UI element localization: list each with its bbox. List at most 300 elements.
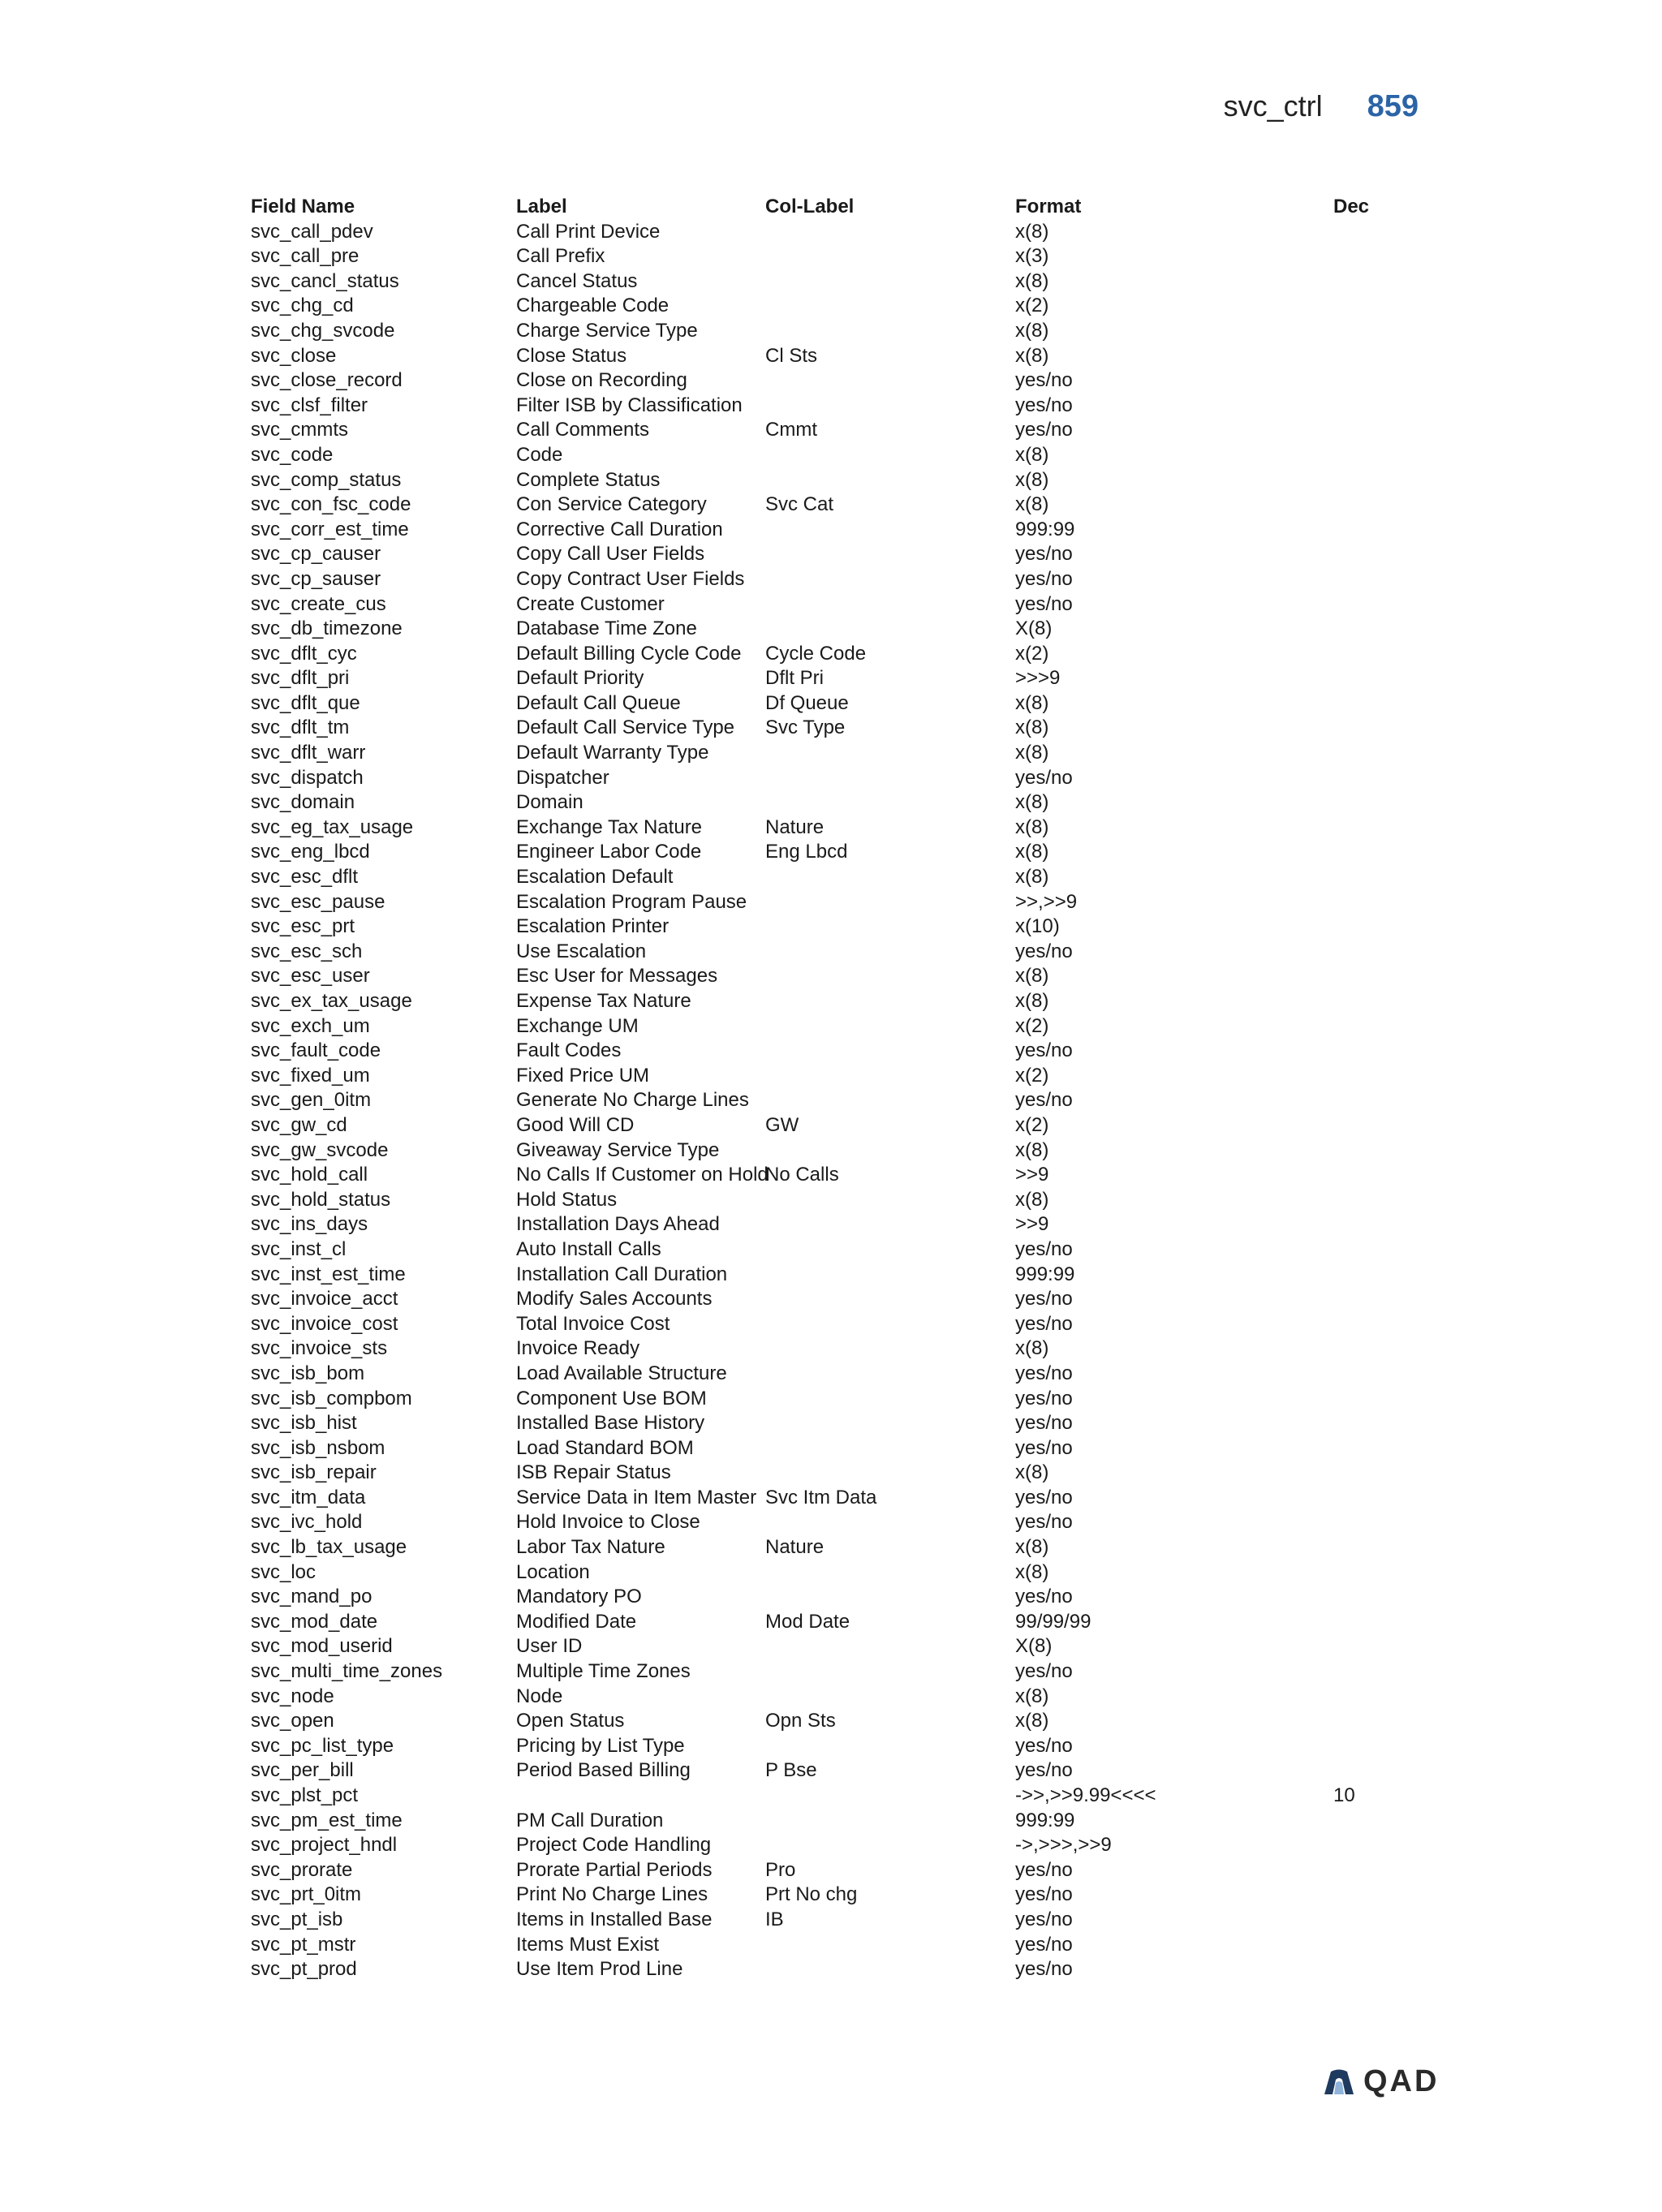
col-label-cell — [765, 1634, 1015, 1659]
field-name-cell: svc_eg_tax_usage — [251, 816, 414, 838]
field-name-cell: svc_db_timezone — [251, 618, 403, 640]
label-cell: Escalation Printer — [516, 915, 670, 938]
label-cell: Component Use BOM — [516, 1387, 707, 1409]
format-cell: x(2) — [1015, 1113, 1049, 1136]
format-cell: yes/no — [1015, 543, 1073, 566]
qad-logo — [1323, 2064, 1439, 2099]
label-cell: Filter ISB by Classification — [516, 394, 743, 416]
dec-cell — [1333, 1163, 1414, 1188]
format-cell: >>,>>9 — [1015, 890, 1078, 913]
dec-cell — [1333, 1287, 1414, 1312]
dec-cell — [1333, 244, 1414, 269]
label-cell: Items Must Exist — [516, 1933, 660, 1956]
col-label-cell — [765, 269, 1015, 295]
label-cell: Prorate Partial Periods — [516, 1858, 713, 1881]
format-cell: yes/no — [1015, 1237, 1073, 1260]
table-row — [251, 1188, 1419, 1213]
field-name-cell: svc_close_record — [251, 369, 403, 392]
col-label-cell: Nature — [765, 1536, 825, 1559]
dec-cell — [1333, 319, 1414, 344]
dec-cell — [1333, 1436, 1414, 1461]
field-name-cell: svc_call_pre — [251, 245, 360, 268]
label-cell: Complete Status — [516, 468, 661, 491]
format-cell: yes/no — [1015, 1586, 1073, 1608]
col-label-cell: Cl Sts — [765, 344, 818, 367]
label-cell: Default Call Queue — [516, 691, 681, 714]
field-name-cell: svc_invoice_sts — [251, 1337, 388, 1360]
dec-cell — [1333, 964, 1414, 989]
dec-cell — [1333, 1659, 1414, 1685]
format-cell: x(8) — [1015, 344, 1049, 367]
format-cell: x(8) — [1015, 1710, 1049, 1732]
format-cell: 999:99 — [1015, 1263, 1075, 1285]
dec-cell — [1333, 1064, 1414, 1089]
col-label-cell — [765, 1188, 1015, 1213]
label-cell: Cancel Status — [516, 269, 638, 292]
qad-logo-icon — [1323, 2068, 1355, 2096]
table-row — [251, 1560, 1419, 1586]
format-cell: yes/no — [1015, 1958, 1073, 1981]
format-cell: yes/no — [1015, 1362, 1073, 1384]
field-name-cell: svc_gen_0itm — [251, 1089, 372, 1112]
dec-cell — [1333, 1088, 1414, 1113]
col-label-cell: Dflt Pri — [765, 667, 824, 690]
format-cell: yes/no — [1015, 394, 1073, 416]
label-cell: Project Code Handling — [516, 1834, 712, 1857]
col-label-cell — [765, 617, 1015, 642]
field-name-cell: svc_cmmts — [251, 419, 348, 441]
dec-cell — [1333, 1387, 1414, 1412]
table-row — [251, 1212, 1419, 1237]
col-label-cell — [765, 1784, 1015, 1809]
col-label-cell — [765, 368, 1015, 394]
table-row — [251, 592, 1419, 618]
dec-cell: 10 — [1333, 1784, 1355, 1806]
label-cell: Modify Sales Accounts — [516, 1288, 713, 1310]
col-label-cell — [765, 394, 1015, 419]
col-label-cell — [765, 1685, 1015, 1710]
col-label-cell — [765, 790, 1015, 816]
table-row — [251, 1585, 1419, 1610]
field-name-cell: svc_node — [251, 1685, 334, 1707]
dec-cell — [1333, 1212, 1414, 1237]
field-name-cell: svc_esc_user — [251, 965, 370, 988]
format-cell: ->>,>>9.99<<<< — [1015, 1784, 1156, 1806]
table-row — [251, 493, 1419, 518]
col-label-cell — [765, 989, 1015, 1014]
col-label-cell: Opn Sts — [765, 1710, 836, 1732]
label-cell: Installation Days Ahead — [516, 1213, 720, 1236]
dec-cell — [1333, 1809, 1414, 1834]
page-number: 859 — [1367, 89, 1419, 123]
dec-cell — [1333, 1535, 1414, 1560]
format-cell: 999:99 — [1015, 518, 1075, 540]
label-cell: Con Service Category — [516, 493, 707, 516]
col-label-cell — [765, 1212, 1015, 1237]
dec-cell — [1333, 666, 1414, 691]
label-cell: Expense Tax Nature — [516, 990, 691, 1012]
col-label-cell — [765, 914, 1015, 940]
field-name-cell: svc_cp_causer — [251, 543, 381, 566]
field-name-cell: svc_call_pdev — [251, 220, 373, 243]
dec-cell — [1333, 1685, 1414, 1710]
label-cell: Items in Installed Base — [516, 1908, 713, 1930]
table-row — [251, 1883, 1419, 1908]
col-label-cell — [765, 592, 1015, 618]
dec-cell — [1333, 914, 1414, 940]
label-cell: No Calls If Customer on Hold — [516, 1164, 769, 1186]
table-row — [251, 1336, 1419, 1362]
label-cell: Mandatory PO — [516, 1586, 642, 1608]
label-cell: Multiple Time Zones — [516, 1660, 691, 1683]
field-name-cell: svc_isb_bom — [251, 1362, 365, 1384]
col-label-cell: P Bse — [765, 1759, 817, 1782]
field-name-cell: svc_chg_cd — [251, 295, 354, 317]
label-cell: Hold Status — [516, 1188, 618, 1211]
field-name-cell: svc_gw_cd — [251, 1113, 347, 1136]
label-cell: Default Priority — [516, 667, 644, 690]
label-cell: Dispatcher — [516, 766, 609, 789]
col-label-cell: IB — [765, 1908, 784, 1930]
label-cell: Hold Invoice to Close — [516, 1511, 700, 1534]
table-row — [251, 1709, 1419, 1734]
label-cell: Code — [516, 443, 563, 466]
field-name-cell: svc_corr_est_time — [251, 518, 409, 540]
label-cell: Auto Install Calls — [516, 1237, 661, 1260]
field-name-cell: svc_close — [251, 344, 337, 367]
format-cell: yes/no — [1015, 1858, 1073, 1881]
label-cell: Chargeable Code — [516, 295, 670, 317]
label-cell: Engineer Labor Code — [516, 841, 702, 863]
field-name-cell: svc_inst_est_time — [251, 1263, 406, 1285]
format-cell: yes/no — [1015, 1039, 1073, 1062]
field-name-cell: svc_pt_isb — [251, 1908, 343, 1930]
dec-cell — [1333, 1585, 1414, 1610]
field-name-cell: svc_mod_userid — [251, 1635, 393, 1658]
table-row — [251, 567, 1419, 592]
format-cell: x(8) — [1015, 965, 1049, 988]
label-cell: Call Prefix — [516, 245, 605, 268]
table-row — [251, 294, 1419, 319]
table-row — [251, 1659, 1419, 1685]
table-row — [251, 1858, 1419, 1883]
format-cell: x(2) — [1015, 642, 1049, 665]
field-name-cell: svc_hold_status — [251, 1188, 391, 1211]
table-row — [251, 518, 1419, 543]
col-label-cell — [765, 1560, 1015, 1586]
field-name-cell: svc_dflt_que — [251, 691, 360, 714]
label-cell: Exchange Tax Nature — [516, 816, 703, 838]
table-row — [251, 617, 1419, 642]
column-header-dec: Dec — [1333, 196, 1370, 217]
dec-cell — [1333, 1362, 1414, 1387]
format-cell: x(8) — [1015, 1188, 1049, 1211]
field-name-cell: svc_isb_nsbom — [251, 1436, 385, 1459]
table-row — [251, 344, 1419, 369]
col-label-cell — [765, 1461, 1015, 1486]
col-label-cell — [765, 1957, 1015, 1982]
label-cell: Escalation Program Pause — [516, 890, 747, 913]
format-cell: x(8) — [1015, 493, 1049, 516]
field-name-cell: svc_isb_hist — [251, 1412, 357, 1435]
dec-cell — [1333, 840, 1414, 865]
col-label-cell — [765, 1659, 1015, 1685]
field-name-cell: svc_isb_compbom — [251, 1387, 412, 1409]
label-cell: Close on Recording — [516, 369, 687, 392]
field-name-cell: svc_code — [251, 443, 334, 466]
table-row — [251, 716, 1419, 741]
table-row — [251, 319, 1419, 344]
table-row — [251, 642, 1419, 667]
format-cell: yes/no — [1015, 369, 1073, 392]
field-name-cell: svc_open — [251, 1710, 334, 1732]
table-row — [251, 1113, 1419, 1138]
table-row — [251, 1387, 1419, 1412]
label-cell: Database Time Zone — [516, 618, 697, 640]
format-cell: X(8) — [1015, 618, 1053, 640]
field-name-cell: svc_dflt_pri — [251, 667, 350, 690]
format-cell: x(8) — [1015, 269, 1049, 292]
format-cell: yes/no — [1015, 1089, 1073, 1112]
field-name-cell: svc_cancl_status — [251, 269, 399, 292]
label-cell: Open Status — [516, 1710, 625, 1732]
format-cell: yes/no — [1015, 1436, 1073, 1459]
label-cell: Total Invoice Cost — [516, 1312, 670, 1335]
col-label-cell: GW — [765, 1113, 799, 1136]
table-row — [251, 1014, 1419, 1039]
field-name-cell: svc_hold_call — [251, 1164, 368, 1186]
table-row — [251, 1436, 1419, 1461]
format-cell: x(8) — [1015, 1138, 1049, 1161]
label-cell: Generate No Charge Lines — [516, 1089, 749, 1112]
table-row — [251, 1908, 1419, 1933]
table-row — [251, 1064, 1419, 1089]
field-name-cell: svc_fault_code — [251, 1039, 381, 1062]
dec-cell — [1333, 1957, 1414, 1982]
format-cell: >>>9 — [1015, 667, 1061, 690]
field-name-cell: svc_eng_lbcd — [251, 841, 370, 863]
col-label-cell — [765, 1387, 1015, 1412]
field-name-cell: svc_dflt_cyc — [251, 642, 357, 665]
format-cell: yes/no — [1015, 1312, 1073, 1335]
dec-cell — [1333, 443, 1414, 468]
table-row — [251, 691, 1419, 717]
format-cell: x(2) — [1015, 295, 1049, 317]
format-cell: x(8) — [1015, 220, 1049, 243]
col-label-cell: Prt No chg — [765, 1883, 858, 1906]
field-name-cell: svc_chg_svcode — [251, 319, 395, 342]
table-row — [251, 1734, 1419, 1759]
format-cell: x(2) — [1015, 1014, 1049, 1037]
field-name-cell: svc_prt_0itm — [251, 1883, 362, 1906]
format-cell: yes/no — [1015, 1412, 1073, 1435]
table-row — [251, 865, 1419, 890]
page-header — [1224, 89, 1419, 124]
col-label-cell — [765, 294, 1015, 319]
dec-cell — [1333, 1858, 1414, 1883]
format-cell: X(8) — [1015, 1635, 1053, 1658]
label-cell: Copy Contract User Fields — [516, 567, 745, 590]
table-name: svc_ctrl — [1223, 89, 1323, 123]
label-cell: Exchange UM — [516, 1014, 639, 1037]
table-row — [251, 1287, 1419, 1312]
label-cell: Call Print Device — [516, 220, 661, 243]
label-cell: Fixed Price UM — [516, 1064, 650, 1087]
field-name-cell: svc_multi_time_zones — [251, 1660, 443, 1683]
dec-cell — [1333, 865, 1414, 890]
dec-cell — [1333, 368, 1414, 394]
format-cell: x(8) — [1015, 443, 1049, 466]
col-label-cell — [765, 1138, 1015, 1164]
col-label-cell — [765, 1336, 1015, 1362]
format-cell: x(8) — [1015, 691, 1049, 714]
field-name-cell: svc_lb_tax_usage — [251, 1536, 407, 1559]
label-cell: Installation Call Duration — [516, 1263, 728, 1285]
dec-cell — [1333, 1734, 1414, 1759]
table-row — [251, 666, 1419, 691]
label-cell: Modified Date — [516, 1610, 637, 1633]
table-row — [251, 940, 1419, 965]
field-name-cell: svc_itm_data — [251, 1486, 366, 1508]
field-name-cell: svc_pm_est_time — [251, 1809, 403, 1831]
dec-cell — [1333, 344, 1414, 369]
field-name-cell: svc_exch_um — [251, 1014, 370, 1037]
label-cell: Default Billing Cycle Code — [516, 642, 742, 665]
col-label-cell — [765, 964, 1015, 989]
table-row — [251, 1362, 1419, 1387]
table-row — [251, 1163, 1419, 1188]
table-row — [251, 468, 1419, 493]
format-cell: yes/no — [1015, 1734, 1073, 1757]
format-cell: 999:99 — [1015, 1809, 1075, 1831]
format-cell: yes/no — [1015, 1486, 1073, 1508]
format-cell: yes/no — [1015, 419, 1073, 441]
field-name-cell: svc_ins_days — [251, 1213, 368, 1236]
label-cell: PM Call Duration — [516, 1809, 664, 1831]
label-cell: Load Available Structure — [516, 1362, 727, 1384]
table-row — [251, 1461, 1419, 1486]
table-row — [251, 1411, 1419, 1436]
table-row — [251, 1535, 1419, 1560]
field-name-cell: svc_prorate — [251, 1858, 353, 1881]
format-cell: yes/no — [1015, 1933, 1073, 1956]
col-label-cell — [765, 1833, 1015, 1858]
col-label-cell — [765, 1039, 1015, 1064]
col-label-cell — [765, 890, 1015, 915]
format-cell: x(8) — [1015, 319, 1049, 342]
column-header-label: Label — [516, 196, 567, 217]
dec-cell — [1333, 567, 1414, 592]
field-name-cell: svc_project_hndl — [251, 1834, 398, 1857]
col-label-cell: Df Queue — [765, 691, 849, 714]
format-cell: yes/no — [1015, 567, 1073, 590]
format-cell: x(10) — [1015, 915, 1060, 938]
format-cell: x(8) — [1015, 1337, 1049, 1360]
dec-cell — [1333, 1634, 1414, 1659]
table-row — [251, 914, 1419, 940]
label-cell: Service Data in Item Master — [516, 1486, 757, 1508]
field-table — [251, 195, 1419, 1982]
dec-cell — [1333, 1560, 1414, 1586]
col-label-cell: Eng Lbcd — [765, 841, 848, 863]
col-label-cell — [765, 1064, 1015, 1089]
table-row — [251, 741, 1419, 766]
dec-cell — [1333, 1312, 1414, 1337]
col-label-cell — [765, 1510, 1015, 1535]
field-name-cell: svc_invoice_acct — [251, 1288, 398, 1310]
dec-cell — [1333, 716, 1414, 741]
label-cell: Use Escalation — [516, 940, 647, 962]
label-cell: Print No Charge Lines — [516, 1883, 708, 1906]
field-name-cell: svc_per_bill — [251, 1759, 354, 1782]
field-name-cell: svc_clsf_filter — [251, 394, 368, 416]
field-name-cell: svc_ex_tax_usage — [251, 990, 412, 1012]
dec-cell — [1333, 642, 1414, 667]
dec-cell — [1333, 1336, 1414, 1362]
col-label-cell — [765, 244, 1015, 269]
table-row — [251, 1486, 1419, 1511]
format-cell: x(8) — [1015, 1560, 1049, 1583]
dec-cell — [1333, 1510, 1414, 1535]
col-label-cell — [765, 865, 1015, 890]
table-row — [251, 244, 1419, 269]
format-cell: >>9 — [1015, 1164, 1049, 1186]
format-cell: x(8) — [1015, 468, 1049, 491]
col-label-cell — [765, 766, 1015, 791]
table-row — [251, 790, 1419, 816]
format-cell: yes/no — [1015, 940, 1073, 962]
table-row — [251, 1263, 1419, 1288]
column-header-field-name: Field Name — [251, 196, 355, 217]
field-name-cell: svc_invoice_cost — [251, 1312, 398, 1335]
col-label-cell — [765, 1312, 1015, 1337]
label-cell: Create Customer — [516, 592, 665, 615]
table-row — [251, 816, 1419, 841]
col-label-cell: Nature — [765, 816, 825, 838]
column-header-format: Format — [1015, 196, 1082, 217]
dec-cell — [1333, 1833, 1414, 1858]
label-cell: Node — [516, 1685, 563, 1707]
format-cell: x(8) — [1015, 742, 1049, 764]
qad-logo-text: QAD — [1363, 2064, 1440, 2098]
label-cell: Default Warranty Type — [516, 742, 709, 764]
format-cell: x(8) — [1015, 1685, 1049, 1707]
format-cell: yes/no — [1015, 1387, 1073, 1409]
dec-cell — [1333, 220, 1414, 245]
col-label-cell — [765, 1585, 1015, 1610]
col-label-cell — [765, 1237, 1015, 1263]
table-row — [251, 766, 1419, 791]
col-label-cell — [765, 468, 1015, 493]
table-row — [251, 964, 1419, 989]
col-label-cell — [765, 542, 1015, 567]
format-cell: x(8) — [1015, 990, 1049, 1012]
col-label-cell — [765, 220, 1015, 245]
table-row — [251, 840, 1419, 865]
table-row — [251, 1510, 1419, 1535]
field-name-cell: svc_loc — [251, 1560, 316, 1583]
format-cell: yes/no — [1015, 1511, 1073, 1534]
table-header-row — [251, 195, 1419, 220]
table-row — [251, 1312, 1419, 1337]
label-cell: Esc User for Messages — [516, 965, 718, 988]
dec-cell — [1333, 1709, 1414, 1734]
dec-cell — [1333, 1039, 1414, 1064]
col-label-cell — [765, 1287, 1015, 1312]
table-row — [251, 1933, 1419, 1958]
format-cell: ->,>>>,>>9 — [1015, 1834, 1112, 1857]
dec-cell — [1333, 418, 1414, 443]
